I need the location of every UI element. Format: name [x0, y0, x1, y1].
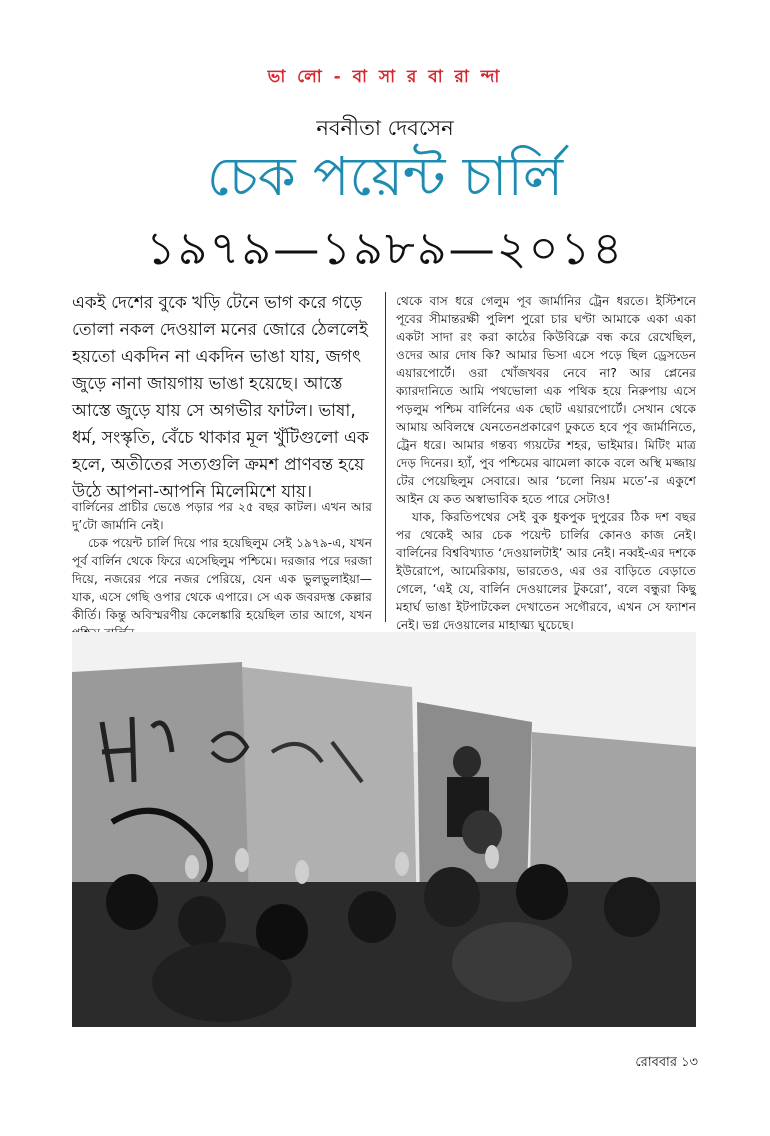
right-column — [396, 292, 696, 652]
body-paragraph: যাক, কিরতিপথের সেই বুক ধুকপুক দুপুরের ঠিক দশ বছর পর থেকেই আর চেক পয়েন্ট চার্লির কোনও কাজ নেই। বার্লিনের বিশ্ববিখ্যাত ‘দেওয়ালটাই’ আর নেই। নব্বই-এর দশকে ইউরোপে, আমেরিকায়, ভারতেও, এর ওর বাড়িতে বেড়াতে গেলে, ‘এই যে, বার্লিন দেওয়ালের টুকরো’, বলে বন্ধুরা কিছু মহার্ঘ ভাঙা ইটপাটকেল দেখাতেন সগৌরবে, এখন সে ফ্যাশন নেই। ভগ্ন দেওয়ালের মাহাত্ম্য ঘুচেছে। — [396, 510, 696, 632]
author-name: নবনীতা দেবসেন — [316, 116, 454, 140]
berlin-wall-photo — [72, 632, 696, 1027]
page-footer: রোববার ১৩ — [635, 1055, 698, 1070]
body-paragraph: বার্লিনের প্রাচীর ভেঙে পড়ার পর ২৫ বছর কাটল। এখন আর দু’টো জার্মানি নেই। — [72, 500, 372, 532]
body-paragraph: থেকে বাস ধরে গেলুম পূব জার্মানির ট্রেন ধরতে। ইস্টিশনে পূবের সীমান্তরক্ষী পুলিশ পুরো চার ঘণ্টা আমাকে একা একা একটা সাদা রং করা কাঠের কিউবিক্লে বন্ধ করে রেখেছিল, ওদের আর দোষ কি? আমার ভিসা এসে পড়ে ছিল ড্রেসডেন এয়ারপোর্টে। ওরা খোঁজখবর নেবে না? আর প্লেনের ক্যারদানিতে আমি পথভোলা এক পথিক হয়ে নিরুপায় এসে পড়লুম পশ্চিম বার্লিনের এক ছোট এয়ারপোর্টে। সেখান থেকে আমায় অবিলম্বে যেনতেনপ্রকারেণ ঢুকতে হবে পূব জার্মানিতে, ট্রেন ধরে। আমার গন্তব্য গ্যয়টের শহর, ভাইমার। মিটিং মাত্র দেড় দিনের। হ্যাঁ, পুব পশ্চিমের ঝামেলা কাকে বলে অস্থি মজ্জায় টের পেয়েছিলুম সেবারে। আর ‘চলো নিয়ম মতে’-র একুশে আইন যে কত অস্বাভাবিক হতে পারে সেটাও! — [396, 294, 696, 506]
left-column — [72, 498, 372, 642]
intro-paragraph: একই দেশের বুকে খড়ি টেনে ভাগ করে গড়ে তোলা নকল দেওয়াল মনের জোরে ঠেললেই হয়তো একদিন না একদিন ভাঙা যায়, জগৎ জুড়ে নানা জায়গায় ভাঙা হয়েছে। আস্তে আস্তে জুড়ে যায় সে অগভীর ফাটল। ভাষা, ধর্ম, সংস্কৃতি, বেঁচে থাকার মূল খুঁটিগুলো এক হলে, অতীতের সত্যগুলি ক্রমশ প্রাণবন্ত হয়ে উঠে আপনা-আপনি মিলেমিশে যায়। — [72, 293, 369, 502]
article-title: চেক পয়েন্ট চার্লি — [206, 145, 564, 208]
body-paragraph: চেক পয়েন্ট চার্লি দিয়ে পার হয়েছিলুম সেই ১৯৭৯-এ, যখন পূর্ব বার্লিন থেকে ফিরে এসেছিলুম পশ্চিমে। দরজার পরে দরজা দিয়ে, নজরের পরে নজর পেরিয়ে, যেন এক ভুলভুলাইয়া—যাক, এসে গেছি ওপার থেকে এপারে। সে এক জবরদস্ত কেল্লার কীর্তি। কিন্তু অবিস্মরণীয় কেলেঙ্কারি হয়েছিল তার আগে, যখন — [72, 536, 372, 622]
article-subtitle: ১৯৭৯—১৯৮৯—২০১৪ — [145, 221, 625, 275]
column-divider — [385, 292, 386, 622]
section-kicker: ভা লো - বা সা র বা রা ন্দা — [267, 67, 503, 87]
